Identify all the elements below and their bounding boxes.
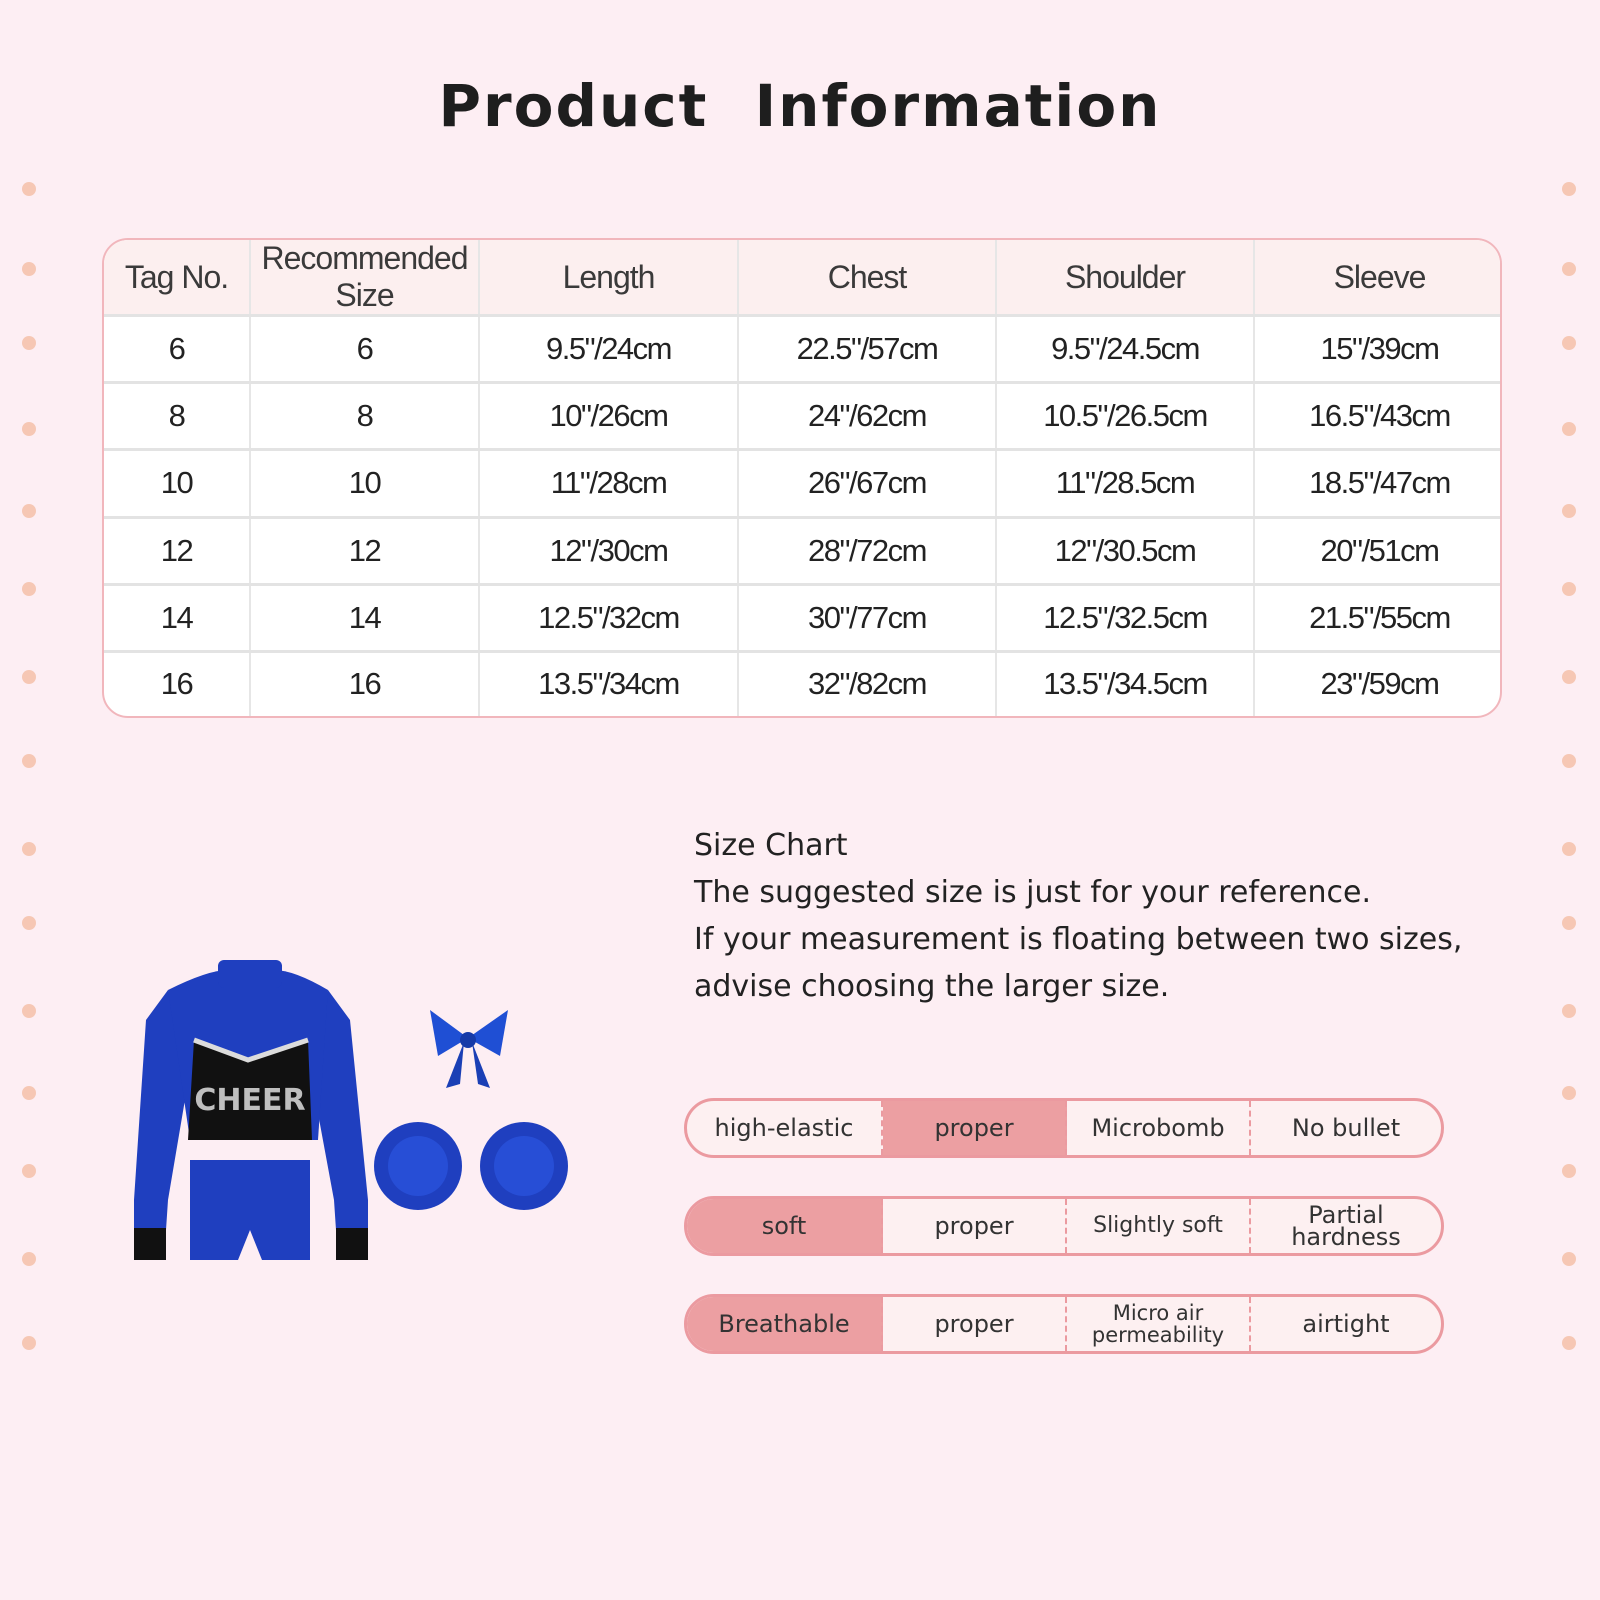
table-cell: 13.5"/34cm: [479, 651, 738, 716]
size-note-heading: Size Chart: [694, 828, 848, 863]
table-cell: 18.5"/47cm: [1254, 450, 1502, 517]
decor-dot: [22, 182, 36, 196]
decor-dot: [1562, 582, 1576, 596]
feature-option: Slightly soft: [1067, 1199, 1251, 1253]
decor-dot: [22, 670, 36, 684]
table-cell: 21.5"/55cm: [1254, 584, 1502, 651]
table-row: [104, 651, 1502, 716]
header-length: Length: [479, 240, 738, 316]
table-cell: 14: [104, 584, 250, 651]
decor-dot: [1562, 1004, 1576, 1018]
table-cell: 32"/82cm: [738, 651, 996, 716]
decor-dot: [22, 504, 36, 518]
feature-option: proper: [883, 1297, 1067, 1351]
feature-option: Micro air permeability: [1067, 1297, 1251, 1351]
decor-dot: [22, 1336, 36, 1350]
decor-dot: [1562, 1086, 1576, 1100]
decor-dot: [1562, 670, 1576, 684]
table-cell: 11"/28.5cm: [996, 450, 1254, 517]
table-cell: 6: [250, 316, 479, 383]
table-cell: 11"/28cm: [479, 450, 738, 517]
table-cell: 30"/77cm: [738, 584, 996, 651]
feature-option-selected: proper: [883, 1101, 1067, 1155]
decor-dot: [1562, 336, 1576, 350]
size-note-line: The suggested size is just for your reference.: [694, 875, 1371, 910]
header-tag-no: Tag No.: [104, 240, 250, 316]
table-cell: 16.5"/43cm: [1254, 383, 1502, 450]
decor-dot: [22, 754, 36, 768]
table-cell: 12: [104, 517, 250, 584]
table-cell: 12: [250, 517, 479, 584]
decor-dot: [22, 1252, 36, 1266]
table-cell: 23"/59cm: [1320, 666, 1439, 702]
table-row: [104, 517, 1502, 584]
decor-dot: [22, 842, 36, 856]
size-table: [104, 240, 1502, 716]
decor-dot: [1562, 1164, 1576, 1178]
feature-option: high-elastic: [687, 1101, 883, 1155]
table-header-row: [104, 240, 1502, 316]
decor-dot: [1562, 1336, 1576, 1350]
table-cell: 13.5"/34.5cm: [996, 651, 1254, 716]
decor-dot: [22, 262, 36, 276]
table-cell: 26"/67cm: [738, 450, 996, 517]
decor-dot: [1562, 182, 1576, 196]
header-sleeve: Sleeve: [1254, 240, 1502, 316]
table-row: [104, 316, 1502, 383]
feature-bar-softness: [684, 1196, 1444, 1256]
feature-bar-breathability: [684, 1294, 1444, 1354]
size-note-line: If your measurement is floating between two sizes,: [694, 922, 1463, 957]
table-cell: 16: [104, 651, 250, 716]
table-cell: 9.5"/24.5cm: [996, 316, 1254, 383]
table-cell: 16: [250, 651, 479, 716]
decor-dot: [22, 1086, 36, 1100]
decor-dot: [1562, 916, 1576, 930]
table-cell: 12.5"/32.5cm: [996, 584, 1254, 651]
page-title: Product Information: [438, 72, 1162, 140]
table-cell: 6: [104, 316, 250, 383]
header-chest: Chest: [738, 240, 996, 316]
feature-option: Partial hardness: [1291, 1201, 1401, 1251]
table-row: [104, 584, 1502, 651]
decor-dot: [22, 422, 36, 436]
decor-dot: [1562, 504, 1576, 518]
size-note-line: advise choosing the larger size.: [694, 969, 1170, 1004]
table-cell: 10.5"/26.5cm: [996, 383, 1254, 450]
feature-option: Microbomb: [1067, 1101, 1251, 1155]
decor-dot: [1562, 422, 1576, 436]
size-note: [694, 822, 1462, 1010]
table-cell: 10: [104, 450, 250, 517]
table-cell: 9.5"/24cm: [479, 316, 738, 383]
table-cell: 8: [104, 383, 250, 450]
decor-dot: [1562, 842, 1576, 856]
table-cell: 12.5"/32cm: [479, 584, 738, 651]
table-row: [104, 450, 1502, 517]
table-cell: 15"/39cm: [1254, 316, 1502, 383]
table-row: [104, 383, 1502, 450]
decor-dot: [22, 1004, 36, 1018]
table-cell: 10"/26cm: [479, 383, 738, 450]
decor-dot: [1562, 262, 1576, 276]
feature-option: proper: [883, 1199, 1067, 1253]
feature-option-selected: soft: [687, 1199, 883, 1253]
size-table-card: [102, 238, 1502, 718]
feature-option: airtight: [1302, 1310, 1390, 1338]
table-cell: 8: [250, 383, 479, 450]
header-shoulder: Shoulder: [996, 240, 1254, 316]
decor-dot: [22, 336, 36, 350]
feature-option: No bullet: [1291, 1114, 1401, 1142]
feature-option-selected: Breathable: [687, 1297, 883, 1351]
table-cell: 14: [250, 584, 479, 651]
decor-dot: [1562, 754, 1576, 768]
table-cell: 22.5"/57cm: [738, 316, 996, 383]
shirt-text: CHEER: [194, 1083, 306, 1118]
table-cell: 24"/62cm: [738, 383, 996, 450]
feature-bar-elasticity: [684, 1098, 1444, 1158]
decor-dot: [22, 1164, 36, 1178]
cheer-uniform-outfit-icon: [128, 960, 598, 1300]
table-cell: 10: [250, 450, 479, 517]
table-cell: 20"/51cm: [1254, 517, 1502, 584]
decor-dot: [22, 582, 36, 596]
table-cell: 28"/72cm: [738, 517, 996, 584]
decor-dot: [22, 916, 36, 930]
table-cell: 12"/30.5cm: [996, 517, 1254, 584]
table-cell: 12"/30cm: [479, 517, 738, 584]
decor-dot: [1562, 1252, 1576, 1266]
header-recommended-size: Recommended Size: [250, 240, 479, 316]
